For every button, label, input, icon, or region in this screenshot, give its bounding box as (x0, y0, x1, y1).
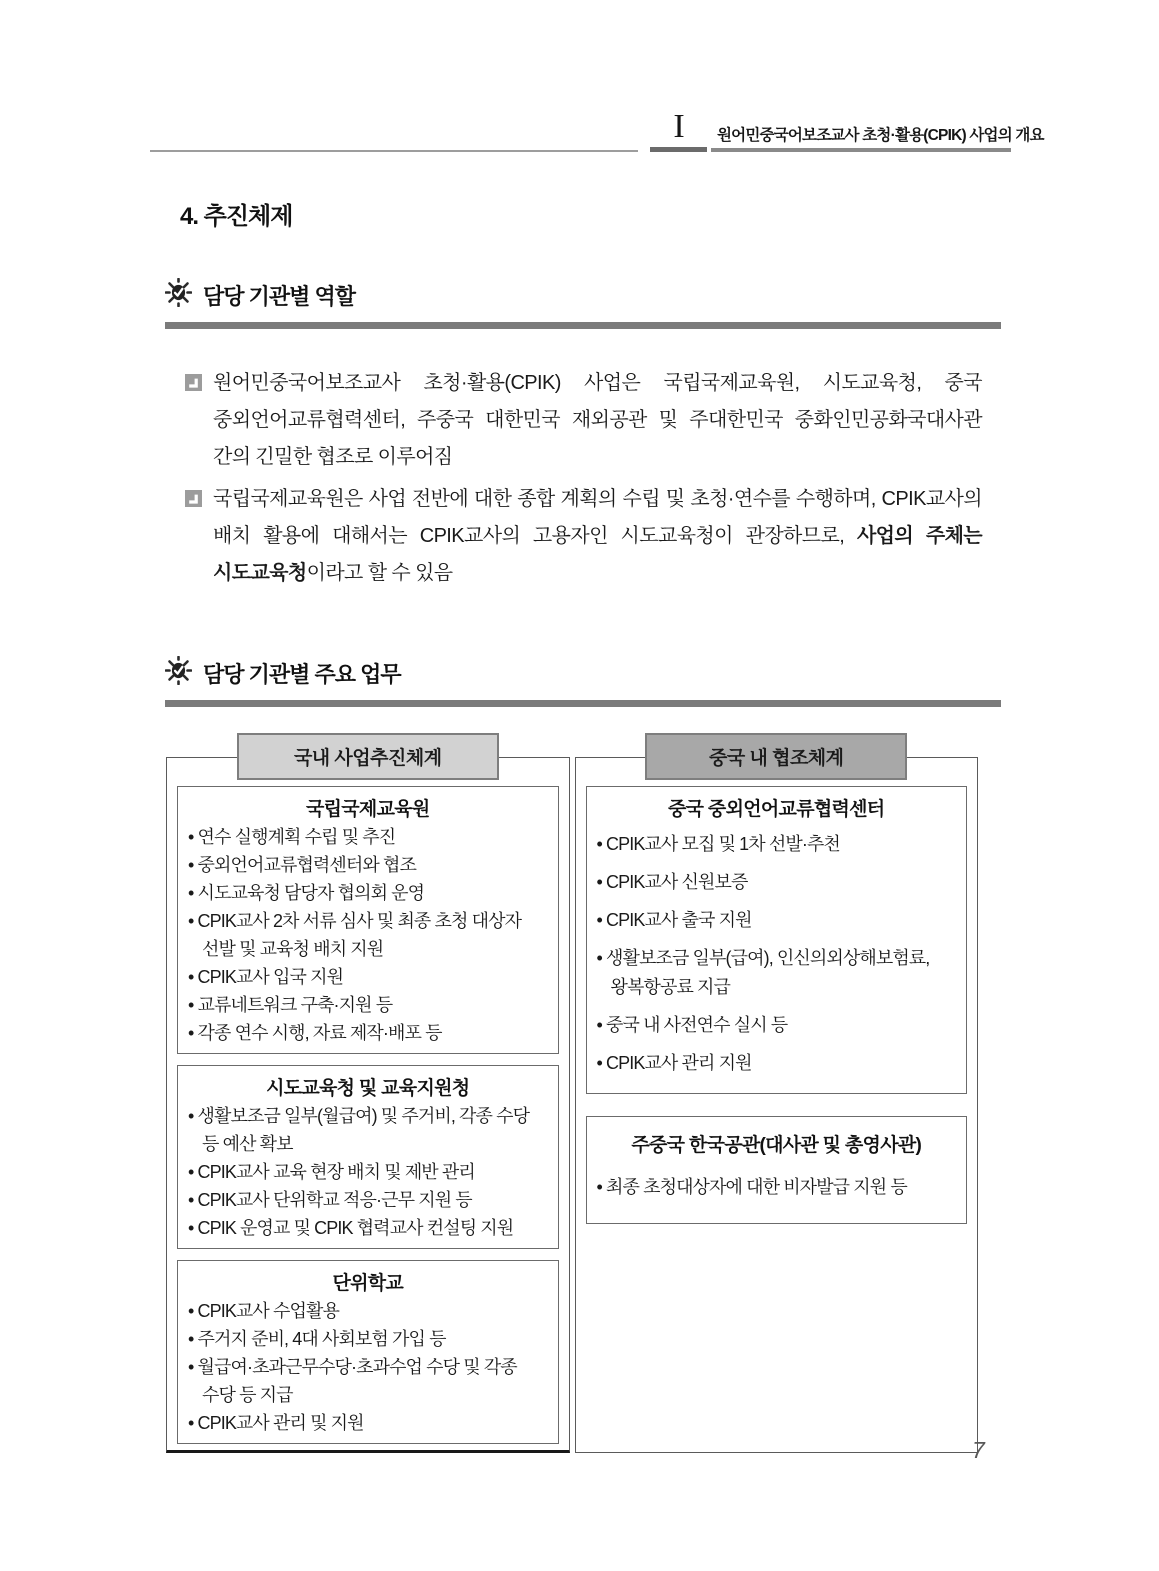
list-item: • CPIK교사 2차 서류 심사 및 최종 초청 대상자 선발 및 교육청 배치 지원 (188, 907, 548, 963)
page-content (150, 0, 1012, 1453)
list-item: • CPIK교사 신원보증 (597, 868, 957, 897)
box-title: 국립국제교육원 (305, 799, 430, 820)
list-item: • CPIK교사 입국 지원 (188, 963, 548, 991)
page-number: 7 (972, 1437, 985, 1463)
section-duties-heading (165, 656, 1012, 691)
bullet-text-bold: 사업의 주체는 시도교육청 (213, 525, 983, 584)
chapter-title: 원어민중국어보조교사 초청·활용(CPIK) 사업의 개요 (717, 127, 1044, 144)
chapter-numeral: I (673, 108, 685, 145)
domestic-outer-box (166, 757, 570, 1453)
org-duties-diagram (166, 733, 978, 1453)
bullet-text-pre: 국립국제교육원은 사업 전반에 대한 종합 계획의 수립 및 초청·연수를 수행하며, CPIK교사의 배치 활용에 대해서는 CPIK교사의 고용자인 시도교육청이 관장하므로, (213, 488, 982, 547)
tab-china-system: 중국 내 협조체계 (645, 733, 907, 780)
list-item: • 중외언어교류협력센터와 협조 (188, 851, 548, 879)
box-clec (586, 786, 968, 1094)
column-china (575, 733, 979, 1453)
body-bullet (185, 365, 982, 476)
box-title: 중국 중외언어교류협력센터 (668, 799, 885, 820)
box-schools (177, 1260, 559, 1444)
box-title: 시도교육청 및 교육지원청 (266, 1078, 470, 1099)
box-niied (177, 786, 559, 1054)
list-item: • 중국 내 사전연수 실시 등 (597, 1011, 957, 1040)
list-item: • CPIK교사 모집 및 1차 선발·추천 (597, 830, 957, 859)
section-roles-heading (165, 278, 1012, 313)
list-item: • 주거지 준비, 4대 사회보험 가입 등 (188, 1325, 548, 1353)
section-roles (165, 278, 1012, 329)
list-item: • CPIK 운영교 및 CPIK 협력교사 컨설팅 지원 (188, 1214, 548, 1242)
list-item: • CPIK교사 관리 및 지원 (188, 1409, 548, 1437)
roles-bullet-list (185, 365, 982, 592)
sun-check-icon (165, 656, 192, 691)
box-education-offices (177, 1065, 559, 1249)
body-bullet-text (213, 481, 982, 592)
section-heading-bar (165, 322, 1001, 329)
body-bullet-text (213, 365, 982, 476)
list-item: • 생활보조금 일부(급여), 인신의외상해보험료, 왕복항공료 지급 (597, 944, 957, 1002)
list-item: • 생활보조금 일부(월급여) 및 주거비, 각종 수당 등 예산 확보 (188, 1102, 548, 1158)
list-item: • 각종 연수 시행, 자료 제작·배포 등 (188, 1019, 548, 1047)
bullet-text-pre: 원어민중국어보조교사 초청·활용(CPIK) 사업은 국립국제교육원, 시도교육청, 중국 중외언어교류협력센터, 주중국 대한민국 재외공관 및 주대한민국 중화인민공화국대사관 간의 긴밀한 협조로 이루어짐 (213, 372, 982, 468)
china-outer-box (575, 757, 979, 1453)
box-title: 주중국 한국공관(대사관 및 총영사관) (631, 1135, 922, 1156)
box-embassy (586, 1116, 968, 1224)
sun-check-icon (165, 278, 192, 313)
list-item: • CPIK교사 단위학교 적응·근무 지원 등 (188, 1186, 548, 1214)
section-heading-bar (165, 700, 1001, 707)
square-check-icon (185, 374, 202, 391)
spacer (586, 1105, 968, 1116)
tab-domestic-system: 국내 사업추진체계 (237, 733, 499, 780)
list-item: • CPIK교사 수업활용 (188, 1297, 548, 1325)
list-item: • CPIK교사 관리 지원 (597, 1049, 957, 1078)
section-heading-text: 담당 기관별 역할 (203, 284, 355, 309)
list-item: • 월급여·초과근무수당·초과수업 수당 및 각종 수당 등 지급 (188, 1353, 548, 1409)
column-domestic (166, 733, 570, 1453)
box-title: 단위학교 (332, 1273, 404, 1294)
list-item: • CPIK교사 출국 지원 (597, 906, 957, 935)
section-heading-text: 담당 기관별 주요 업무 (203, 662, 401, 687)
list-item: • CPIK교사 교육 현장 배치 및 제반 관리 (188, 1158, 548, 1186)
list-item: • 시도교육청 담당자 협의회 운영 (188, 879, 548, 907)
bullet-text-post: 이라고 할 수 있음 (306, 562, 453, 584)
list-item: • 최종 초청대상자에 대한 비자발급 지원 등 (597, 1173, 957, 1202)
body-bullet (185, 481, 982, 592)
section-duties (165, 656, 1012, 707)
list-item: • 교류네트워크 구축·지원 등 (188, 991, 548, 1019)
list-item: • 연수 실행계획 수립 및 추진 (188, 823, 548, 851)
page-title: 4. 추진체제 (180, 203, 293, 230)
square-check-icon (185, 490, 202, 507)
